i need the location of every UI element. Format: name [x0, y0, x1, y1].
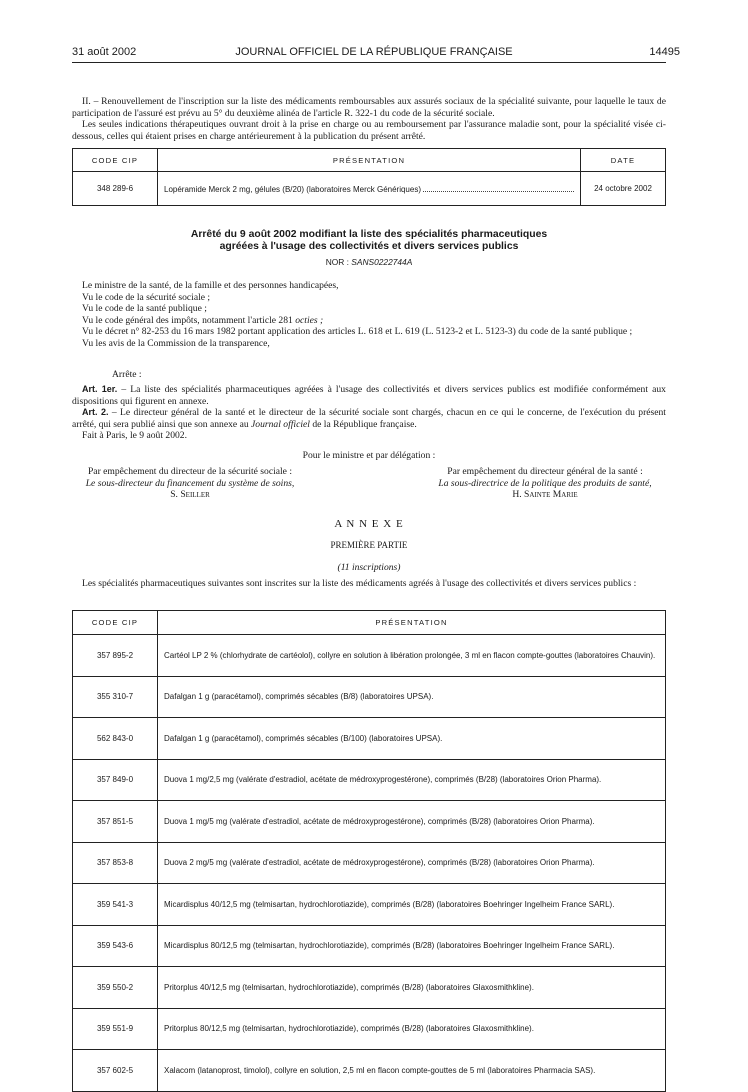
cell-presentation: Cartéol LP 2 % (chlorhydrate de cartéolol), collyre en solution à libération prolongée, 3 ml en flacon compte-gouttes (laboratoires Chauvin).	[158, 635, 666, 677]
cell-cip: 355 310-7	[73, 676, 158, 718]
cell-cip: 348 289-6	[73, 172, 158, 206]
preamble-vu-5: Vu les avis de la Commission de la transparence,	[82, 337, 270, 349]
col-header-date: DATE	[581, 149, 666, 172]
table-row	[73, 842, 666, 884]
cell-cip: 357 853-8	[73, 842, 158, 884]
cell-presentation: Dafalgan 1 g (paracétamol), comprimés sécables (B/8) (laboratoires UPSA).	[158, 676, 666, 718]
cell-presentation: Xalacom (latanoprost, timolol), collyre en solution, 2,5 ml en flacon compte-gouttes de 5 ml (laboratoires Pharmacia SAS).	[158, 1050, 666, 1092]
col-header-cip: CODE CIP	[73, 611, 158, 635]
cell-cip: 357 895-2	[73, 635, 158, 677]
preamble-intro: Le ministre de la santé, de la famille et des personnes handicapées,	[82, 280, 339, 291]
articles	[72, 384, 666, 442]
cell-cip: 357 851-5	[73, 801, 158, 843]
header-title: JOURNAL OFFICIEL DE LA RÉPUBLIQUE FRANÇAISE	[235, 46, 513, 58]
cell-cip: 357 602-5	[73, 1050, 158, 1092]
presentation-text: Lopéramide Merck 2 mg, gélules (B/20) (laboratoires Merck Génériques)	[164, 184, 421, 194]
cell-date: 24 octobre 2002	[581, 172, 666, 206]
fait-a-paris: Fait à Paris, le 9 août 2002.	[82, 430, 187, 441]
cell-presentation: Duova 2 mg/5 mg (valérate d'estradiol, acétate de médroxyprogestérone), comprimés (B/28) (laboratoires Orion Pharma).	[158, 842, 666, 884]
cell-presentation: Duova 1 mg/5 mg (valérate d'estradiol, acétate de médroxyprogestérone), comprimés (B/28) (laboratoires Orion Pharma).	[158, 801, 666, 843]
preamble	[72, 280, 666, 349]
table-row	[73, 676, 666, 718]
arrete-title	[72, 229, 666, 253]
cell-presentation: Pritorplus 40/12,5 mg (telmisartan, hydrochlorotiazide), comprimés (B/28) (laboratoires Glaxosmithkline).	[158, 967, 666, 1009]
arrete-title-line-1: Arrêté du 9 août 2002 modifiant la liste des spécialités pharmaceutiques	[190, 229, 548, 240]
signature-right: Par empêchement du directeur général de la santé : La sous-directrice de la politique des produits de santé, H. Sainte Marie	[438, 466, 652, 500]
nor-reference	[72, 257, 666, 267]
cell-presentation: Pritorplus 80/12,5 mg (telmisartan, hydrochlorotiazide), comprimés (B/28) (laboratoires Glaxosmithkline).	[158, 1008, 666, 1050]
header-date: 31 août 2002	[72, 46, 137, 58]
preamble-vu-2: Vu le code de la santé publique ;	[82, 303, 207, 314]
annexe-intro: Les spécialités pharmaceutiques suivantes sont inscrites sur la liste des médicaments agréés à l'usage des collectivités et divers services publics :	[82, 578, 637, 589]
cell-presentation: Micardisplus 80/12,5 mg (telmisartan, hydrochlorotiazide), comprimés (B/28) (laboratoires Boehringer Ingelheim France SARL).	[158, 925, 666, 967]
cell-cip: 359 543-6	[73, 925, 158, 967]
nor-label: NOR :	[325, 257, 349, 267]
table-row	[73, 967, 666, 1009]
table-row	[73, 759, 666, 801]
arrete-word: Arrête :	[112, 369, 142, 380]
cell-cip: 359 551-9	[73, 1008, 158, 1050]
section-ii-paragraph: II. – Renouvellement de l'inscription sur la liste des médicaments remboursables aux assurés sociaux de la spécialité suivante, pour laquelle le taux de participation de l'assuré est prévu au 5° du deuxième alinéa de l'article R. 322-1 du code de la sécurité sociale.	[72, 96, 666, 119]
cell-presentation: Dafalgan 1 g (paracétamol), comprimés sécables (B/100) (laboratoires UPSA).	[158, 718, 666, 760]
annexe-title: A N N E X E	[334, 518, 404, 530]
delegation: Pour le ministre et par délégation :	[302, 450, 436, 461]
cell-presentation	[158, 172, 581, 206]
section-ii	[72, 96, 666, 142]
article-2: Art. 2. – Le directeur général de la santé et le directeur de la sécurité sociale sont chargés, chacun en ce qui le concerne, de l'exécution du présent arrêté, qui sera publié ainsi que son annexe au Journal officiel de la République française.	[72, 407, 666, 430]
header-rule	[72, 62, 666, 63]
article-1: Art. 1er. – La liste des spécialités pharmaceutiques agréées à l'usage des collectivités et divers services publics est modifiée conformément aux dispositions qui figurent en annexe.	[72, 384, 666, 407]
table-header-row	[73, 149, 666, 172]
cell-cip: 357 849-0	[73, 759, 158, 801]
preamble-vu-3: Vu le code général des impôts, notamment l'article 281 octies ;	[82, 314, 324, 326]
table-row	[73, 1050, 666, 1092]
table-row	[73, 801, 666, 843]
arrete-title-line-2: agréées à l'usage des collectivités et divers services publics	[219, 241, 519, 252]
preamble-vu-4: Vu le décret n° 82-253 du 16 mars 1982 portant application des articles L. 618 et L. 619 (L. 5123-2 et L. 5123-3) du code de la santé publique ;	[82, 326, 633, 337]
table-row	[73, 172, 666, 206]
cell-presentation: Micardisplus 40/12,5 mg (telmisartan, hydrochlorotiazide), comprimés (B/28) (laboratoires Boehringer Ingelheim France SARL).	[158, 884, 666, 926]
cell-cip: 359 550-2	[73, 967, 158, 1009]
table-row	[73, 925, 666, 967]
preamble-vu-1: Vu le code de la sécurité sociale ;	[82, 291, 211, 303]
section-ii-indications: Les seules indications thérapeutiques ouvrant droit à la prise en charge ou au remboursement par l'assurance maladie sont, pour la spécialité visée ci-dessous, celles qui étaient prises en charge antérieurement à la publication du présent arrêté.	[72, 119, 666, 142]
table-header-row	[73, 611, 666, 635]
table-row	[73, 718, 666, 760]
table-row	[73, 635, 666, 677]
nor-code: SANS0222744A	[351, 257, 413, 267]
inscriptions-table	[72, 610, 666, 1092]
signature-left: Par empêchement du directeur de la sécurité sociale : Le sous-directeur du financement du système de soins, S. Seiller	[85, 466, 295, 500]
cell-presentation: Duova 1 mg/2,5 mg (valérate d'estradiol, acétate de médroxyprogestérone), comprimés (B/28) (laboratoires Orion Pharma).	[158, 759, 666, 801]
table-row	[73, 1008, 666, 1050]
dot-leader	[423, 184, 574, 192]
col-header-presentation: PRÉSENTATION	[158, 611, 666, 635]
col-header-presentation: PRÉSENTATION	[158, 149, 581, 172]
annexe-count: (11 inscriptions)	[337, 562, 401, 573]
table-row	[73, 884, 666, 926]
cell-cip: 562 843-0	[73, 718, 158, 760]
renewal-table	[72, 148, 666, 206]
header-page-number: 14495	[649, 46, 680, 58]
col-header-cip: CODE CIP	[73, 149, 158, 172]
annexe-part: PREMIÈRE PARTIE	[330, 540, 408, 550]
cell-cip: 359 541-3	[73, 884, 158, 926]
